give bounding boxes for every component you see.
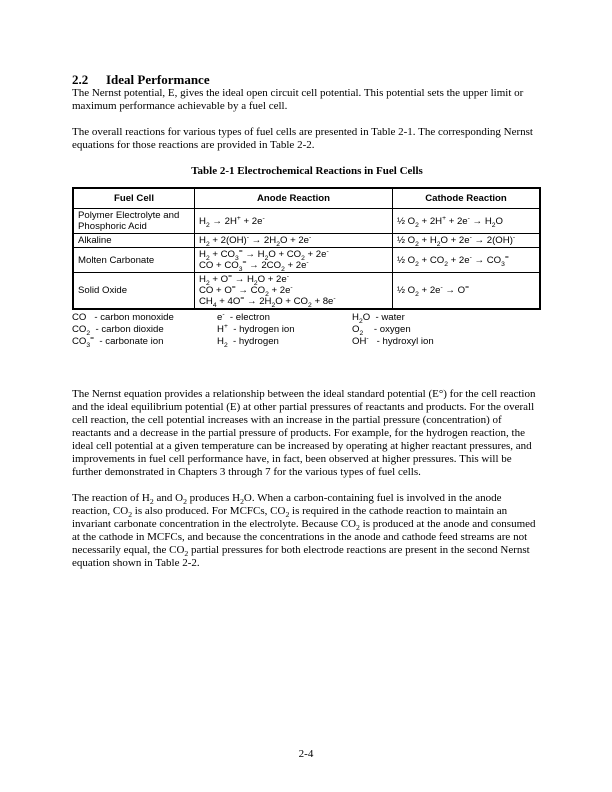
anode-reaction-cell — [195, 273, 393, 310]
fuel-cell-cell: Polymer Electrolyte and Phosphoric Acid — [73, 209, 195, 234]
abbreviation-item: CO - carbon monoxide — [72, 312, 174, 323]
anode-reaction: CO + $O^= \to CO_2 + 2e^-$ — [199, 283, 293, 298]
cathode-reaction-cell: ½ $O_2 + CO_2 + 2e^- \to CO_3^=$ — [393, 248, 541, 273]
abbreviation-item: e- - electron — [217, 310, 270, 323]
abbreviation-item: $H_2O$ - water — [352, 312, 405, 325]
cathode-reaction-cell: ½ $O_2 + 2H^+ + 2e^- \to H_2O$ — [393, 209, 541, 234]
table-row — [73, 234, 540, 248]
reactions-table — [72, 187, 541, 310]
header-fuel-cell: Fuel Cell — [73, 188, 195, 209]
table-header-row — [73, 188, 540, 209]
document-page — [72, 72, 542, 570]
paragraph-2: The overall reactions for various types of fuel cells are presented in Table 2-1. The corresponding Nernst equations for those reactions are provided in Table 2-2. — [72, 126, 533, 151]
anode-reaction: CO + $CO_3^= \to 2CO_2 + 2e^-$ — [199, 258, 309, 273]
table-row — [73, 273, 540, 310]
cathode-reaction-cell: ½ $O_2 + H_2O + 2e^- \to 2(OH)^-$ — [393, 234, 541, 248]
header-anode: Anode Reaction — [195, 188, 393, 209]
anode-reaction: $H_2 \to 2H^+ + 2e^-$ — [199, 214, 265, 229]
header-cathode: Cathode Reaction — [393, 188, 541, 209]
anode-reaction-cell — [195, 248, 393, 273]
abbreviation-item: H+ - hydrogen ion — [217, 322, 295, 335]
abbreviation-item: $CO_2$ - carbon dioxide — [72, 324, 164, 337]
fuel-cell-cell: Solid Oxide — [73, 273, 195, 310]
cathode-reaction-cell: ½ $O_2 + 2e^- \to O^=$ — [393, 273, 541, 310]
anode-reaction: $H_2 + CO_3^= \to H_2O + CO_2 + 2e^-$ — [199, 247, 329, 262]
paragraph-1: The Nernst potential, E, gives the ideal open circuit cell potential. This potential sets the upper limit or maximum performance achievable by a fuel cell. — [72, 87, 524, 112]
abbreviation-item: $H_2$ - hydrogen — [217, 336, 279, 349]
abbreviation-item: $O_2$ - oxygen — [352, 324, 411, 337]
section-heading — [72, 72, 542, 87]
anode-reaction: $H_2 + 2(OH)^- \to 2H_2O + 2e^-$ — [199, 233, 312, 248]
anode-reaction: $H_2 + O^= \to H_2O + 2e^-$ — [199, 272, 289, 287]
table-row — [73, 248, 540, 273]
fuel-cell-cell: Molten Carbonate — [73, 248, 195, 273]
table-caption: Table 2-1 Electrochemical Reactions in Fuel Cells — [191, 165, 423, 177]
anode-reaction: $CH_4 + 4O^= \to 2H_2O + CO_2 + 8e^-$ — [199, 294, 336, 309]
anode-reaction-cell — [195, 234, 393, 248]
section-title: Ideal Performance — [106, 72, 210, 87]
paragraph-4: The reaction of $H_2$ and $O_2$ produces $H_2O$. When a carbon-containing fuel is involved in the anode reaction, $CO_2$ is also produced. For MCFCs, $CO_2$ is required in the cathode reaction to maintain an invariant carbonate concentration in the electrolyte. Because $CO_2$ is produced at the anode and consumed at the cathode in MCFCs, and because the concentrations in the anode and cathode feed streams are not necessarily equal, the $CO_2$ partial pressures for both electrode reactions are present in the second Nernst equation shown in Table 2-2. — [72, 492, 536, 569]
anode-reaction-cell — [195, 209, 393, 234]
section-number: 2.2 — [72, 72, 89, 87]
abbreviation-legend — [72, 312, 542, 348]
table-row — [73, 209, 540, 234]
abbreviation-item: OH- - hydroxyl ion — [352, 334, 434, 347]
fuel-cell-cell: Alkaline — [73, 234, 195, 248]
paragraph-3: The Nernst equation provides a relationship between the ideal standard potential (E°) for the cell reaction and the ideal equilibrium potential (E) at other partial pressures of reactants and products. For the overall cell reaction, the cell potential increases with an increase in the partial pressure (concentration) of reactants and a decrease in the partial pressure of products. For example, for the hydrogen reaction, the ideal cell potential at a given temperature can be increased by operating at higher reactant pressures, and improvements in fuel cell performance have, in fact, been observed at higher pressures. This will be further demonstrated in Chapters 3 through 7 for the various types of fuel cells. — [72, 388, 536, 478]
abbreviation-item: $CO_3^=$ - carbonate ion — [72, 334, 164, 349]
page-number: 2-4 — [298, 748, 314, 760]
